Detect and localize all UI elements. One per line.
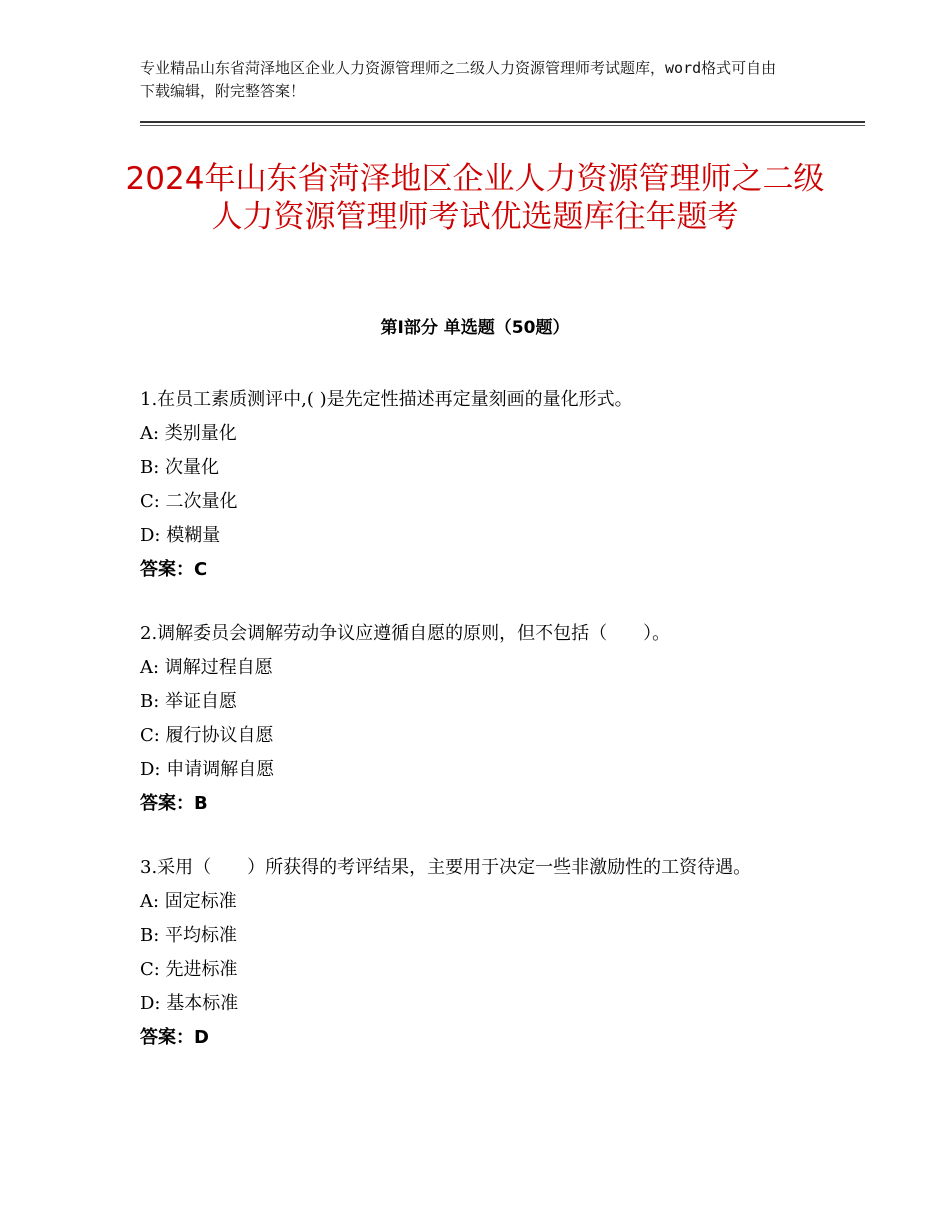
document-title: 2024年山东省菏泽地区企业人力资源管理师之二级人力资源管理师考试优选题库往年题考 [125, 161, 825, 235]
option-d: D: 模糊量 [140, 525, 221, 546]
header-rule-thick [140, 121, 865, 123]
question-list [140, 383, 820, 1085]
option-a: A: 固定标准 [140, 891, 237, 912]
option-a: A: 类别量化 [140, 423, 237, 444]
section-heading: 第Ⅰ部分 单选题（50题） [380, 318, 570, 338]
question-3 [140, 851, 820, 1055]
header-rule-thin [140, 125, 865, 126]
header-note: 专业精品山东省菏泽地区企业人力资源管理师之二级人力资源管理师考试题库，word格式可自由下载编辑，附完整答案！ [140, 59, 777, 100]
option-c: C: 二次量化 [140, 491, 238, 512]
question-1 [140, 383, 820, 587]
question-2 [140, 617, 820, 821]
option-d: D: 申请调解自愿 [140, 759, 275, 780]
question-stem: 1.在员工素质测评中,( )是先定性描述再定量刻画的量化形式。 [140, 389, 633, 410]
option-d: D: 基本标准 [140, 993, 239, 1014]
option-b: B: 平均标准 [140, 925, 238, 946]
question-stem: 3.采用（ ）所获得的考评结果，主要用于决定一些非激励性的工资待遇。 [140, 857, 752, 878]
option-c: C: 履行协议自愿 [140, 725, 274, 746]
answer: 答案：D [140, 1027, 209, 1048]
question-stem: 2.调解委员会调解劳动争议应遵循自愿的原则，但不包括（ ）。 [140, 623, 671, 644]
option-b: B: 举证自愿 [140, 691, 238, 712]
option-c: C: 先进标准 [140, 959, 238, 980]
option-a: A: 调解过程自愿 [140, 657, 273, 678]
answer: 答案：C [140, 559, 208, 580]
answer: 答案：B [140, 793, 208, 814]
option-b: B: 次量化 [140, 457, 220, 478]
